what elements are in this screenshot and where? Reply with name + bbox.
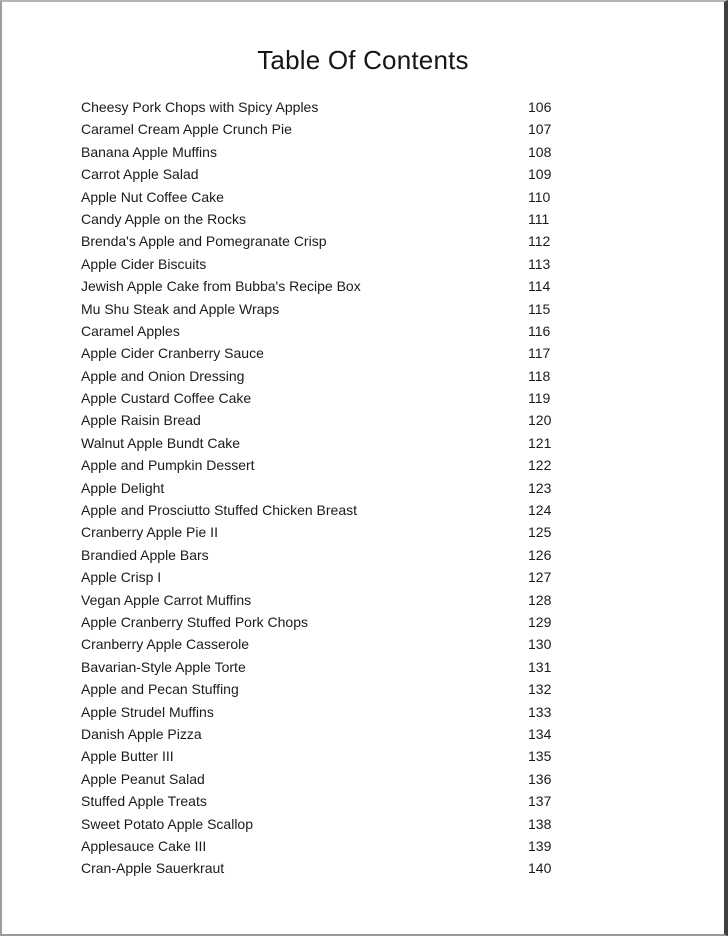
- toc-entry-page: 135: [528, 748, 552, 765]
- toc-entry: [2, 745, 724, 767]
- toc-entry-title: Cranberry Apple Pie II: [81, 524, 218, 541]
- toc-entry-title: Applesauce Cake III: [81, 837, 207, 854]
- toc-entry-page: 130: [528, 636, 552, 653]
- toc-entry-title: Cran-Apple Sauerkraut: [81, 860, 225, 877]
- toc-entry: [2, 768, 724, 790]
- toc-entry-title: Stuffed Apple Treats: [81, 793, 207, 810]
- toc-entry: [2, 320, 724, 342]
- toc-entry: [2, 409, 724, 431]
- toc-entry-title: Apple Peanut Salad: [81, 770, 205, 787]
- toc-entry-page: 119: [528, 390, 551, 407]
- toc-entry-page: 129: [528, 613, 552, 630]
- toc-entry-title: Danish Apple Pizza: [81, 725, 202, 742]
- toc-entry-page: 110: [528, 188, 551, 205]
- toc-entry-title: Caramel Cream Apple Crunch Pie: [81, 121, 292, 138]
- toc-entry-page: 116: [528, 322, 551, 339]
- toc-entry-page: 125: [528, 524, 552, 541]
- toc-entry: [2, 230, 724, 252]
- toc-entry-title: Carrot Apple Salad: [81, 166, 199, 183]
- toc-entry-page: 117: [528, 345, 551, 362]
- toc-entry-title: Walnut Apple Bundt Cake: [81, 434, 241, 451]
- toc-entry-page: 136: [528, 770, 552, 787]
- toc-entry-page: 124: [528, 502, 552, 519]
- toc-entry: [2, 813, 724, 835]
- toc-entry-title: Caramel Apples: [81, 322, 180, 339]
- toc-entry: [2, 118, 724, 140]
- toc-entry-title: Apple Strudel Muffins: [81, 703, 214, 720]
- toc-entry-page: 114: [528, 278, 551, 295]
- toc-entry: [2, 432, 724, 454]
- toc-entry: [2, 633, 724, 655]
- toc-entry-page: 107: [528, 121, 552, 138]
- toc-entry: [2, 611, 724, 633]
- toc-entry: [2, 857, 724, 879]
- toc-list: [2, 96, 724, 880]
- toc-entry-page: 132: [528, 681, 552, 698]
- toc-entry-page: 112: [528, 233, 551, 250]
- toc-entry: [2, 678, 724, 700]
- toc-entry-page: 113: [528, 255, 551, 272]
- toc-entry-title: Mu Shu Steak and Apple Wraps: [81, 300, 280, 317]
- toc-entry: [2, 835, 724, 857]
- toc-entry-title: Apple Crisp I: [81, 569, 162, 586]
- toc-entry: [2, 298, 724, 320]
- toc-entry-page: 121: [528, 434, 552, 451]
- toc-entry: [2, 163, 724, 185]
- toc-entry-title: Apple Custard Coffee Cake: [81, 390, 252, 407]
- toc-entry-title: Sweet Potato Apple Scallop: [81, 815, 254, 832]
- toc-entry-title: Apple Cider Biscuits: [81, 255, 207, 272]
- toc-entry: [2, 477, 724, 499]
- toc-entry-page: 134: [528, 725, 552, 742]
- toc-entry: [2, 790, 724, 812]
- toc-entry-page: 128: [528, 591, 552, 608]
- toc-entry-page: 126: [528, 546, 552, 563]
- toc-entry: [2, 566, 724, 588]
- toc-entry-page: 133: [528, 703, 552, 720]
- toc-entry-title: Cheesy Pork Chops with Spicy Apples: [81, 99, 319, 115]
- toc-entry-title: Apple Nut Coffee Cake: [81, 188, 224, 205]
- toc-entry: [2, 701, 724, 723]
- toc-entry-title: Vegan Apple Carrot Muffins: [81, 591, 252, 608]
- toc-entry-title: Brenda's Apple and Pomegranate Crisp: [81, 233, 327, 250]
- toc-entry-title: Cranberry Apple Casserole: [81, 636, 250, 653]
- toc-entry-title: Apple and Pecan Stuffing: [81, 681, 239, 698]
- toc-entry: [2, 342, 724, 364]
- toc-entry-page: 127: [528, 569, 552, 586]
- toc-entry-page: 139: [528, 837, 552, 854]
- toc-entry-page: 140: [528, 860, 552, 877]
- toc-entry-page: 131: [528, 658, 552, 675]
- toc-entry-title: Brandied Apple Bars: [81, 546, 209, 563]
- toc-entry-title: Apple Butter III: [81, 748, 174, 765]
- toc-entry: [2, 275, 724, 297]
- toc-entry-page: 106: [528, 99, 552, 115]
- toc-entry-page: 118: [528, 367, 551, 384]
- toc-entry: [2, 454, 724, 476]
- toc-entry-page: 109: [528, 166, 552, 183]
- toc-entry-page: 123: [528, 479, 552, 496]
- toc-entry-page: 122: [528, 457, 552, 474]
- toc-entry-page: 137: [528, 793, 552, 810]
- toc-entry-title: Apple Cider Cranberry Sauce: [81, 345, 264, 362]
- toc-entry: [2, 544, 724, 566]
- toc-entry-title: Apple Cranberry Stuffed Pork Chops: [81, 613, 308, 630]
- toc-entry: [2, 387, 724, 409]
- page-title: Table Of Contents: [257, 45, 469, 75]
- toc-entry-title: Apple and Prosciutto Stuffed Chicken Breast: [81, 502, 358, 519]
- toc-entry-page: 138: [528, 815, 552, 832]
- toc-entry-title: Banana Apple Muffins: [81, 143, 217, 160]
- toc-entry-title: Apple Raisin Bread: [81, 412, 201, 429]
- toc-entry-page: 108: [528, 143, 552, 160]
- toc-entry-title: Apple and Onion Dressing: [81, 367, 245, 384]
- toc-entry-page: 115: [528, 300, 551, 317]
- toc-entry: [2, 141, 724, 163]
- toc-entry-page: 120: [528, 412, 552, 429]
- toc-entry: [2, 208, 724, 230]
- toc-entry: [2, 589, 724, 611]
- toc-entry: [2, 656, 724, 678]
- toc-entry-page: 111: [528, 210, 550, 227]
- toc-entry-title: Jewish Apple Cake from Bubba's Recipe Box: [81, 278, 361, 295]
- toc-entry: [2, 186, 724, 208]
- toc-entry-title: Apple and Pumpkin Dessert: [81, 457, 255, 474]
- toc-entry-title: Bavarian-Style Apple Torte: [81, 658, 246, 675]
- toc-entry: [2, 521, 724, 543]
- toc-entry: [2, 96, 724, 118]
- toc-entry-title: Apple Delight: [81, 479, 165, 496]
- toc-entry-title: Candy Apple on the Rocks: [81, 210, 246, 227]
- toc-entry: [2, 253, 724, 275]
- toc-entry: [2, 723, 724, 745]
- toc-entry: [2, 499, 724, 521]
- toc-entry: [2, 365, 724, 387]
